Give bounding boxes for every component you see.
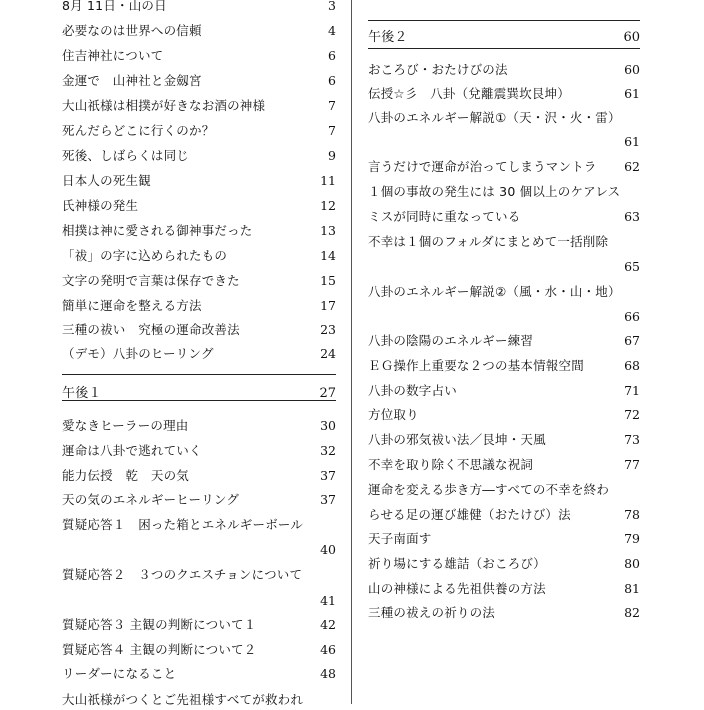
toc-entry (62, 416, 336, 436)
toc-entry-title: 愛なきヒーラーの理由 (62, 418, 189, 433)
column-divider (351, 0, 352, 704)
toc-entry-page: 6 (328, 48, 336, 63)
toc-entry-title: 不幸を取り除く不思議な祝詞 (368, 457, 534, 472)
toc-entry (62, 690, 336, 710)
toc-entry-title: 大山祇様は相撲が好きなお酒の神様 (62, 98, 266, 113)
toc-entry (368, 529, 640, 549)
toc-entry-title: 八卦の陰陽のエネルギー練習 (368, 333, 534, 348)
toc-entry (62, 0, 336, 16)
toc-entry-title: 日本人の死生観 (62, 173, 151, 188)
toc-entry-page: 15 (320, 273, 336, 288)
toc-entry-title: 死後、しばらくは同じ (62, 148, 190, 163)
toc-entry (368, 60, 640, 80)
toc-entry (368, 207, 640, 227)
section-rule (62, 374, 336, 375)
toc-entry-title: 山の神様による先祖供養の方法 (368, 581, 546, 596)
toc-entry (368, 455, 640, 475)
toc-entry-title: 八卦のエネルギー解説②（風・水・山・地） (368, 284, 621, 299)
toc-entry (62, 246, 336, 266)
toc-entry-page: 65 (624, 259, 640, 274)
toc-entry-title: 八卦のエネルギー解説①（天・沢・火・雷） (368, 110, 621, 125)
toc-entry (368, 579, 640, 599)
toc-entry (62, 146, 336, 166)
section-heading (62, 384, 336, 404)
toc-entry (62, 296, 336, 316)
toc-entry (62, 441, 336, 461)
toc-entry-page: 12 (320, 198, 336, 213)
toc-entry-title: 質疑応答４ 主観の判断について２ (62, 642, 257, 657)
toc-entry (62, 121, 336, 141)
toc-entry-page: 9 (328, 148, 336, 163)
toc-entry-title: らせる足の運び雄健（おたけび）法 (368, 507, 571, 522)
toc-entry (62, 21, 336, 41)
toc-entry-page: 3 (328, 0, 336, 13)
toc-entry (62, 71, 336, 91)
toc-entry-title: 八卦の邪気祓い法／艮坤・天風 (368, 432, 546, 447)
toc-entry-page: 78 (624, 507, 640, 522)
toc-entry-page: 48 (320, 666, 336, 681)
toc-entry-title: 天の気のエネルギーヒーリング (62, 492, 240, 507)
toc-entry (62, 221, 336, 241)
toc-entry-title: 質疑応答３ 主観の判断について１ (62, 617, 257, 632)
toc-entry-page: 40 (320, 542, 336, 557)
toc-entry-page: 30 (320, 418, 336, 433)
toc-entry-page: 63 (624, 209, 640, 224)
toc-entry-title: ミスが同時に重なっている (368, 209, 521, 224)
toc-entry-page: 41 (320, 593, 336, 608)
toc-entry (62, 466, 336, 486)
toc-entry-page: 4 (328, 23, 336, 38)
toc-entry-title: 言うだけで運命が治ってしまうマントラ (368, 159, 597, 174)
toc-entry-title: 8月 11日・山の日 (62, 0, 167, 13)
toc-entry (62, 490, 336, 510)
toc-entry (368, 430, 640, 450)
toc-entry (368, 505, 640, 525)
toc-entry-title: 相撲は神に愛される御神事だった (62, 223, 253, 238)
toc-entry-title: 必要なのは世界への信頼 (62, 23, 202, 38)
toc-entry-title: 午後２ (368, 30, 408, 45)
toc-entry (368, 282, 640, 302)
toc-entry (368, 480, 640, 500)
toc-entry-page: 61 (624, 86, 640, 101)
toc-entry-title: 運命は八卦で逃れていく (62, 443, 202, 458)
toc-entry (368, 554, 640, 574)
toc-entry (368, 331, 640, 351)
toc-entry-page: 66 (624, 309, 640, 324)
toc-entry (62, 96, 336, 116)
toc-entry (62, 591, 336, 611)
toc-entry-title: 氏神様の発生 (62, 198, 139, 213)
toc-entry (62, 320, 336, 340)
toc-entry (62, 271, 336, 291)
toc-entry (368, 356, 640, 376)
section-rule (368, 20, 640, 21)
toc-entry-title: 八卦の数字占い (368, 383, 457, 398)
toc-entry (62, 46, 336, 66)
section-heading (368, 28, 640, 48)
toc-entry-page: 24 (320, 346, 336, 361)
toc-entry-page: 7 (328, 123, 336, 138)
toc-entry-page: 71 (624, 383, 640, 398)
toc-entry-page: 73 (624, 432, 640, 447)
toc-entry-title: 三種の祓えの祈りの法 (368, 605, 496, 620)
toc-entry-page: 79 (624, 531, 640, 546)
toc-entry (368, 84, 640, 104)
toc-entry-page: 37 (320, 492, 336, 507)
toc-entry-title: 住吉神社について (62, 48, 164, 63)
toc-entry-page: 14 (320, 248, 336, 263)
toc-entry-page: 77 (624, 457, 640, 472)
toc-entry-page: 60 (623, 30, 640, 45)
toc-entry-title: 質疑応答１ 困った箱とエネルギーボール (62, 517, 304, 532)
toc-entry (62, 640, 336, 660)
toc-entry-page: 82 (624, 605, 640, 620)
toc-entry-page: 46 (320, 642, 336, 657)
toc-entry-title: 不幸は１個のフォルダにまとめて一括削除 (368, 234, 609, 249)
toc-entry (368, 108, 640, 128)
toc-entry-page: 11 (320, 173, 336, 188)
toc-entry-title: おころび・おたけびの法 (368, 62, 508, 77)
section-rule (368, 48, 640, 49)
toc-entry (62, 664, 336, 684)
toc-entry-page: 17 (320, 298, 336, 313)
toc-entry-page: 7 (328, 98, 336, 113)
toc-entry (368, 182, 640, 202)
toc-entry-page: 37 (320, 468, 336, 483)
toc-entry-page: 32 (320, 443, 336, 458)
toc-entry-page: 61 (624, 134, 640, 149)
toc-entry (368, 307, 640, 327)
toc-entry-page: 67 (624, 333, 640, 348)
toc-entry (62, 565, 336, 585)
toc-entry-title: 伝授☆彡 八卦（兌離震巽坎艮坤） (368, 86, 570, 101)
toc-entry (62, 515, 336, 535)
toc-entry-page: 80 (624, 556, 640, 571)
toc-entry (368, 405, 640, 425)
toc-entry-page: 68 (624, 358, 640, 373)
toc-entry-title: ＥＧ操作上重要な２つの基本情報空間 (368, 358, 584, 373)
section-rule (62, 400, 336, 401)
toc-entry-page: 72 (624, 407, 640, 422)
toc-entry-title: 午後１ (62, 386, 102, 401)
toc-entry (368, 257, 640, 277)
toc-entry-page: 27 (319, 386, 336, 401)
toc-entry-title: 「祓」の字に込められたもの (62, 248, 228, 263)
toc-entry (368, 132, 640, 152)
toc-entry-title: 簡単に運命を整える方法 (62, 298, 202, 313)
toc-entry-title: 方位取り (368, 407, 419, 422)
toc-entry-title: 大山祇様がつくとご先祖様すべてが救われ (62, 692, 304, 707)
toc-entry (62, 344, 336, 364)
toc-entry-page: 81 (624, 581, 640, 596)
toc-entry-title: 三種の祓い 究極の運命改善法 (62, 322, 240, 337)
toc-entry (62, 196, 336, 216)
toc-entry-title: 質疑応答２ ３つのクエスチョンについて (62, 567, 303, 582)
toc-entry (62, 540, 336, 560)
toc-entry-title: １個の事故の発生には 30 個以上のケアレス (368, 184, 621, 199)
toc-entry-page: 60 (624, 62, 640, 77)
toc-entry-title: （デモ）八卦のヒーリング (62, 346, 214, 361)
toc-entry (62, 171, 336, 191)
toc-entry-page: 13 (320, 223, 336, 238)
toc-entry-title: 死んだらどこに行くのか？ (62, 123, 215, 138)
toc-entry-title: 金運で 山神社と金劔宮 (62, 73, 202, 88)
toc-entry-page: 62 (624, 159, 640, 174)
toc-entry-page: 6 (328, 73, 336, 88)
toc-entry-page: 23 (320, 322, 336, 337)
toc-entry-title: 天子南面す (368, 531, 432, 546)
toc-entry-page: 42 (320, 617, 336, 632)
toc-entry-title: 運命を変える歩き方―すべての不幸を終わ (368, 482, 610, 497)
toc-entry-title: 文字の発明で言葉は保存できた (62, 273, 240, 288)
toc-entry-title: リーダーになること (62, 666, 177, 681)
toc-entry (368, 232, 640, 252)
toc-entry-title: 祈り場にする雄詰（おころび） (368, 556, 546, 571)
toc-entry (62, 615, 336, 635)
toc-entry (368, 603, 640, 623)
toc-entry-title: 能力伝授 乾 天の気 (62, 468, 190, 483)
toc-entry (368, 381, 640, 401)
toc-entry (368, 157, 640, 177)
